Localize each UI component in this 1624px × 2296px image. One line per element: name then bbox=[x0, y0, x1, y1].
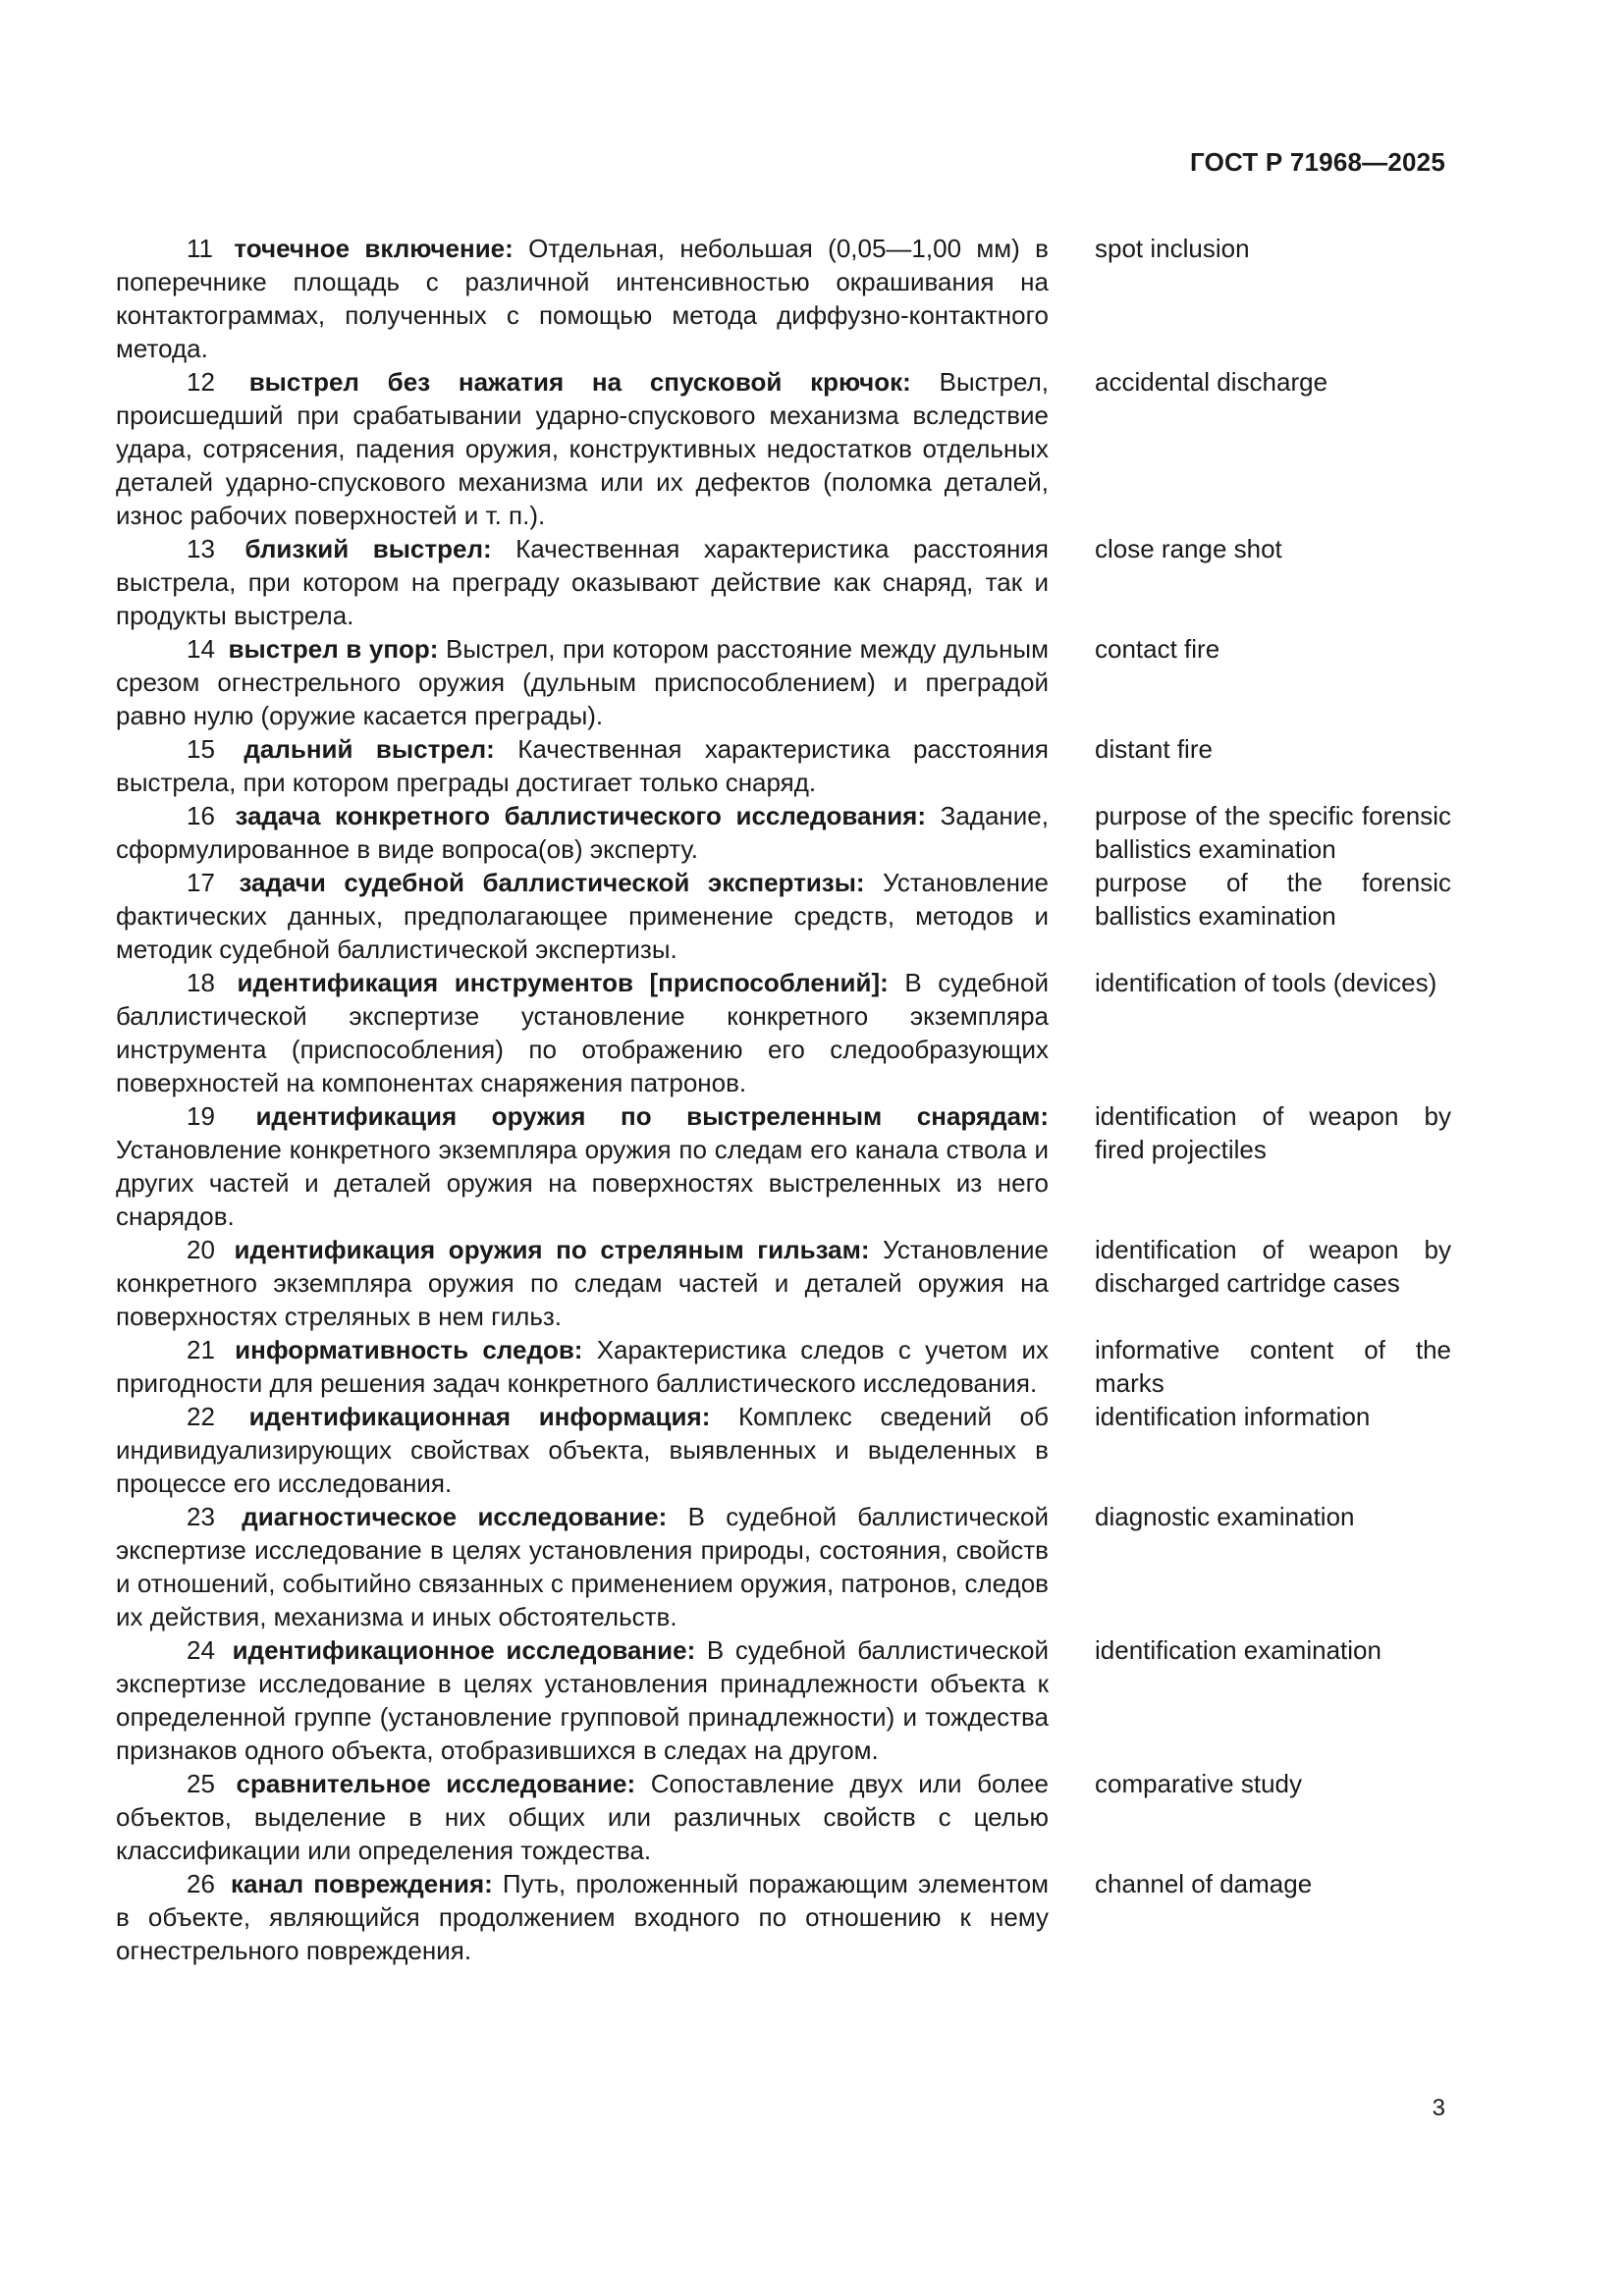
english-term: identification examination bbox=[1095, 1635, 1381, 1665]
term-definition bbox=[116, 1333, 1049, 1400]
english-term: diagnostic examination bbox=[1095, 1502, 1355, 1531]
term-title: сравнительное исследование: bbox=[236, 1769, 636, 1798]
terms-list bbox=[116, 232, 1451, 1967]
term-text: Качественная характеристика расстояния выстрела, при котором преграды достигает только снаряд. bbox=[116, 734, 1049, 797]
english-term: identification of weapon by fired projectiles bbox=[1095, 1101, 1451, 1164]
term-definition bbox=[116, 866, 1049, 966]
term-entry bbox=[116, 732, 1451, 799]
page-number: 3 bbox=[1432, 2095, 1445, 2121]
term-text: Выстрел, при котором расстояние между дульным срезом огнестрельного оружия (дульным приспособлением) и преградой равно нулю (оружие касается преграды). bbox=[116, 634, 1049, 730]
term-definition bbox=[116, 232, 1049, 365]
term-entry bbox=[116, 1867, 1451, 1967]
term-number: 22 bbox=[187, 1402, 215, 1431]
english-term: identification of tools (devices) bbox=[1095, 968, 1437, 997]
term-definition bbox=[116, 1500, 1049, 1633]
term-number: 15 bbox=[187, 734, 215, 764]
term-title: информативность следов: bbox=[235, 1335, 583, 1364]
term-number: 11 bbox=[187, 234, 213, 263]
term-text: Задание, сформулированное в виде вопроса(ов) эксперту. bbox=[116, 801, 1049, 864]
english-term: informative content of the marks bbox=[1095, 1335, 1451, 1398]
term-number: 18 bbox=[187, 968, 215, 997]
term-title: задача конкретного баллистического исследования: bbox=[235, 801, 927, 830]
english-term: purpose of the forensic ballistics examination bbox=[1095, 868, 1451, 931]
term-text: Установление фактических данных, предполагающее применение средств, методов и методик судебной баллистической экспертизы. bbox=[116, 868, 1049, 964]
term-entry bbox=[116, 1099, 1451, 1233]
term-entry bbox=[116, 1500, 1451, 1633]
english-term: close range shot bbox=[1095, 534, 1282, 563]
term-title: выстрел в упор: bbox=[228, 634, 439, 664]
term-text: Комплекс сведений об индивидуализирующих свойствах объекта, выявленных и выделенных в процессе его исследования. bbox=[116, 1402, 1049, 1498]
term-text: Установление конкретного экземпляра оружия по следам его канала ствола и других частей и деталей оружия на поверхностях выстреленных из него снарядов. bbox=[116, 1135, 1049, 1231]
english-term: accidental discharge bbox=[1095, 367, 1328, 397]
term-entry bbox=[116, 532, 1451, 632]
term-definition bbox=[116, 1099, 1049, 1233]
term-title: точечное включение: bbox=[234, 234, 514, 263]
term-number: 20 bbox=[187, 1235, 215, 1264]
term-definition bbox=[116, 1633, 1049, 1767]
term-title: диагностическое исследование: bbox=[242, 1502, 668, 1531]
english-term: spot inclusion bbox=[1095, 234, 1250, 263]
term-title: идентификационное исследование: bbox=[232, 1635, 696, 1665]
term-title: близкий выстрел: bbox=[244, 534, 492, 563]
term-text: Установление конкретного экземпляра оружия по следам частей и деталей оружия на поверхностях стреляных в нем гильз. bbox=[116, 1235, 1049, 1331]
term-entry bbox=[116, 1633, 1451, 1767]
term-definition bbox=[116, 532, 1049, 632]
term-number: 25 bbox=[187, 1769, 215, 1798]
term-number: 19 bbox=[187, 1101, 215, 1131]
term-entry bbox=[116, 1233, 1451, 1333]
term-number: 24 bbox=[187, 1635, 215, 1665]
term-text: В судебной баллистической экспертизе исследование в целях установления природы, состояния, свойств и отношений, событийно связанных с применением оружия, патронов, следов их действия, механизма и иных обстоятельств. bbox=[116, 1502, 1049, 1631]
term-number: 12 bbox=[187, 367, 215, 397]
term-text: Характеристика следов с учетом их пригодности для решения задач конкретного баллистического исследования. bbox=[116, 1335, 1049, 1398]
english-term: identification of weapon by discharged cartridge cases bbox=[1095, 1235, 1451, 1298]
term-definition bbox=[116, 1233, 1049, 1333]
term-entry bbox=[116, 1400, 1451, 1500]
term-title: задачи судебной баллистической экспертизы: bbox=[239, 868, 865, 897]
english-term: contact fire bbox=[1095, 634, 1220, 664]
english-term: channel of damage bbox=[1095, 1869, 1313, 1898]
term-definition bbox=[116, 632, 1049, 732]
term-title: идентификация инструментов [приспособлений]: bbox=[237, 968, 889, 997]
term-title: дальний выстрел: bbox=[244, 734, 495, 764]
term-number: 16 bbox=[187, 801, 215, 830]
term-text: Путь, проложенный поражающим элементом в объекте, являющийся продолжением входного по отношению к нему огнестрельного повреждения. bbox=[116, 1869, 1049, 1965]
term-entry bbox=[116, 866, 1451, 966]
term-definition bbox=[116, 732, 1049, 799]
term-entry bbox=[116, 1333, 1451, 1400]
term-text: Сопоставление двух или более объектов, выделение в них общих или различных свойств с целью классификации или определения тождества. bbox=[116, 1769, 1049, 1865]
term-definition bbox=[116, 1400, 1049, 1500]
term-number: 21 bbox=[187, 1335, 215, 1364]
term-entry bbox=[116, 365, 1451, 532]
english-term: purpose of the specific forensic ballistics examination bbox=[1095, 801, 1451, 864]
term-title: идентификация оружия по выстреленным снарядам: bbox=[255, 1101, 1049, 1131]
term-number: 13 bbox=[187, 534, 215, 563]
term-entry bbox=[116, 632, 1451, 732]
term-entry bbox=[116, 232, 1451, 365]
document-header: ГОСТ Р 71968—2025 bbox=[1190, 147, 1445, 177]
english-term: identification information bbox=[1095, 1402, 1371, 1431]
term-title: выстрел без нажатия на спусковой крючок: bbox=[248, 367, 911, 397]
term-entry bbox=[116, 799, 1451, 866]
term-number: 14 bbox=[187, 634, 215, 664]
term-text: В судебной баллистической экспертизе исследование в целях установления принадлежности объекта к определенной группе (установление групповой принадлежности) и тождества признаков одного объекта, отобразившихся в следах на другом. bbox=[116, 1635, 1049, 1765]
term-text: Отдельная, небольшая (0,05—1,00 мм) в поперечнике площадь с различной интенсивностью окрашивания на контактограммах, полученных с помощью метода диффузно-контактного метода. bbox=[116, 234, 1049, 363]
term-entry bbox=[116, 1767, 1451, 1867]
term-definition bbox=[116, 966, 1049, 1099]
term-definition bbox=[116, 799, 1049, 866]
term-number: 17 bbox=[187, 868, 215, 897]
english-term: comparative study bbox=[1095, 1769, 1302, 1798]
term-text: Выстрел, происшедший при срабатывании ударно-спускового механизма вследствие удара, сотрясения, падения оружия, конструктивных недостатков отдельных деталей ударно-спускового механизма или их дефектов (поломка деталей, износ рабочих поверхностей и т. п.). bbox=[116, 367, 1049, 530]
english-term: distant fire bbox=[1095, 734, 1213, 764]
term-definition bbox=[116, 1767, 1049, 1867]
term-text: Качественная характеристика расстояния выстрела, при котором на преграду оказывают действие как снаряд, так и продукты выстрела. bbox=[116, 534, 1049, 630]
term-title: идентификация оружия по стреляным гильзам: bbox=[234, 1235, 870, 1264]
term-definition bbox=[116, 365, 1049, 532]
term-number: 23 bbox=[187, 1502, 215, 1531]
term-title: идентификационная информация: bbox=[248, 1402, 711, 1431]
term-entry bbox=[116, 966, 1451, 1099]
term-title: канал повреждения: bbox=[231, 1869, 493, 1898]
term-number: 26 bbox=[187, 1869, 215, 1898]
term-definition bbox=[116, 1867, 1049, 1967]
term-text: В судебной баллистической экспертизе установление конкретного экземпляра инструмента (приспособления) по отображению его следообразующих поверхностей на компонентах снаряжения патронов. bbox=[116, 968, 1049, 1097]
